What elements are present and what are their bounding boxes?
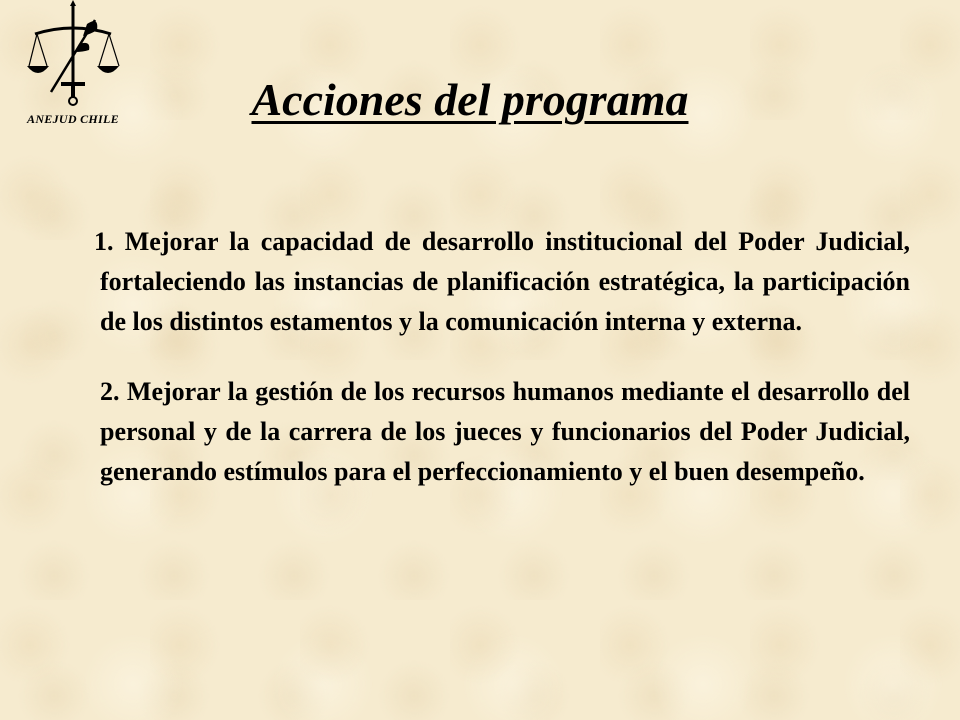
program-actions-list — [94, 222, 911, 492]
list-item-text: Mejorar la capacidad de desarrollo institucional del Poder Judicial, fortaleciendo las instancias de planificación estratégica, la participación de los distintos estamentos y la comunicación interna y externa. — [100, 227, 910, 336]
page-title-text: Acciones del programa — [251, 74, 689, 125]
list-item-number: 2. — [100, 377, 120, 406]
anejud-logo — [8, 0, 138, 132]
list-item-text: Mejorar la gestión de los recursos humanos mediante el desarrollo del personal y de la carrera de los jueces y funcionarios del Poder Judicial, generando estímulos para el perfeccionamiento y el buen desempeño. — [100, 377, 911, 486]
scales-of-justice-sword-icon — [25, 0, 121, 112]
logo-caption: ANEJUD CHILE — [27, 112, 119, 126]
list-item — [100, 372, 910, 492]
page-title — [150, 72, 790, 128]
list-item-number: 1. — [94, 227, 114, 256]
list-item — [94, 222, 910, 342]
